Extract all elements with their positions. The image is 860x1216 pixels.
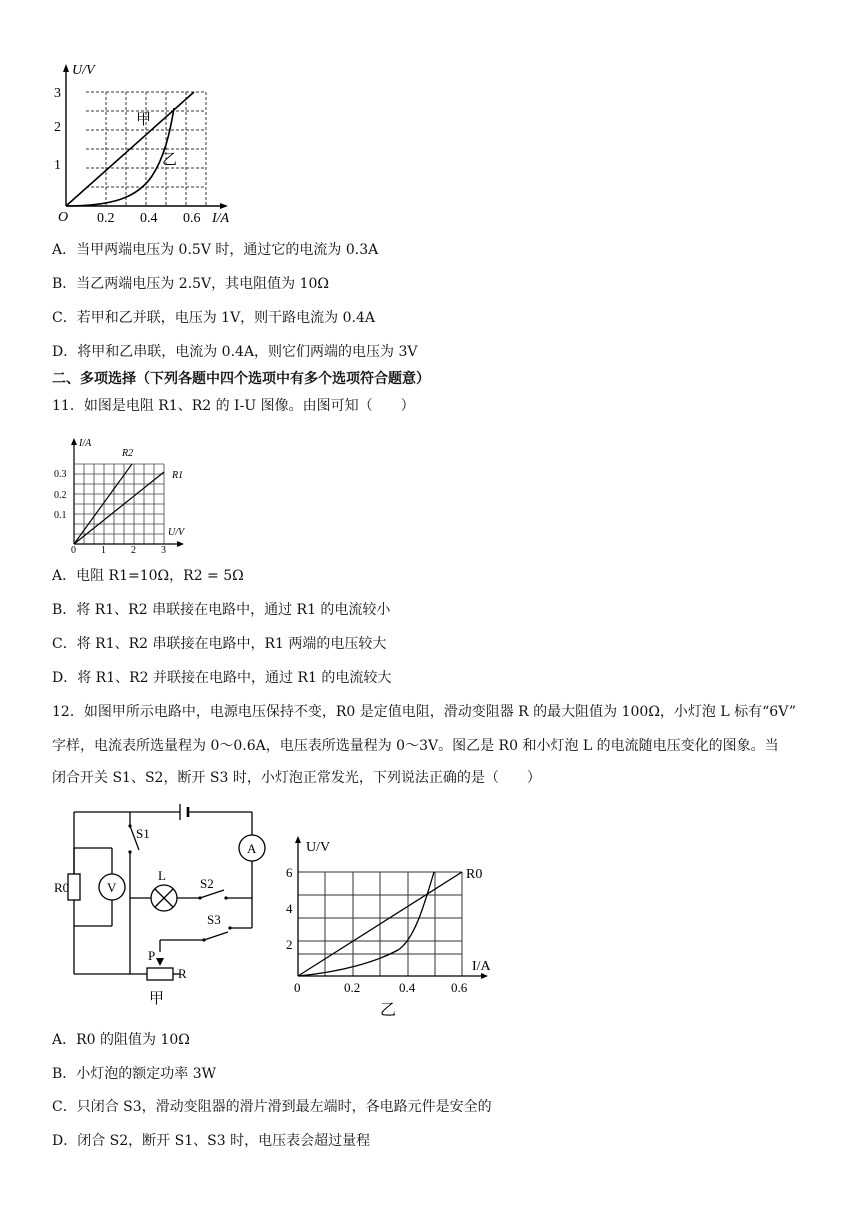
voltmeter-label: V [107,880,117,895]
q12-y-tick-4: 4 [286,901,293,916]
q11-r1-label: R1 [172,470,184,481]
q11-ui-graph [52,432,202,554]
r0-label: R0 [54,880,70,895]
q10-ui-graph [52,58,252,228]
q11-x-tick-2: 2 [131,545,136,554]
r0-resistor [68,874,80,900]
q12-x-tick-0.4: 0.4 [399,980,416,995]
q12-x-tick-0.6: 0.6 [451,980,468,995]
q12-stem-line-2: 字样，电流表所选量程为 0～0.6A，电压表所选量程为 0～3V。图乙是 R0 和小灯泡 L 的电流随电压变化的图象。当 [52,738,779,754]
q10-option-d[interactable]: D．将甲和乙串联，电流为 0.4A，则它们两端的电压为 3V [52,344,418,360]
q12-stem-line-1: 12．如图甲所示电路中，电源电压保持不变，R0 是定值电阻，滑动变阻器 R 的最大阻值为 100Ω，小灯泡 L 标有“6V” [52,704,796,720]
q10-yi-label: 乙 [162,152,178,168]
q12-lamp-curve [298,872,434,976]
q12-r0-graph-label: R0 [466,867,483,882]
slider-p-label: P [148,948,156,963]
rheostat [147,968,173,980]
circuit-caption: 甲 [149,991,165,1007]
q11-x-tick-0: 0 [71,545,76,554]
q11-option-a[interactable]: A．电阻 R1=10Ω，R2 = 5Ω [52,568,244,584]
section-2-title: 二、多项选择（下列各题中四个选项中有多个选项符合题意） [52,371,430,387]
q11-x-tick-3: 3 [161,545,166,554]
q12-graph-caption: 乙 [380,1002,397,1019]
q12-option-a[interactable]: A．R0 的阻值为 10Ω [52,1032,190,1048]
q10-jia-label: 甲 [136,112,152,128]
q11-r2-label: R2 [122,448,134,459]
q11-y-axis-label: I/A [79,438,92,449]
rheostat-label: R [178,966,187,981]
q10-option-a[interactable]: A．当甲两端电压为 0.5V 时，通过它的电流为 0.3A [52,242,379,258]
q12-circuit-diagram [52,800,272,1015]
lamp-label: L [158,868,166,883]
s2-label: S2 [200,876,214,891]
q11-stem: 11．如图是电阻 R1、R2 的 I-U 图像。由图可知（ ） [52,398,415,414]
q12-option-b[interactable]: B．小灯泡的额定功率 3W [52,1066,217,1082]
ammeter-label: A [247,841,257,856]
q11-option-b[interactable]: B．将 R1、R2 串联接在电路中，通过 R1 的电流较小 [52,602,391,618]
q12-y-tick-2: 2 [286,937,293,952]
q11-y-tick-0.2: 0.2 [54,490,67,501]
q12-y-tick-6: 6 [286,865,293,880]
q10-x-tick-0.6: 0.6 [183,211,201,226]
q12-stem-line-3: 闭合开关 S1、S2，断开 S3 时，小灯泡正常发光，下列说法正确的是（ ） [52,770,541,786]
s3-label: S3 [207,912,221,927]
q10-x-axis-label: I/A [212,211,230,226]
q10-x-tick-0.4: 0.4 [140,211,158,226]
q10-origin-label: O [58,210,69,225]
s1-label: S1 [136,826,150,841]
q11-x-axis-label: U/V [168,527,185,538]
q10-option-c[interactable]: C．若甲和乙并联，电压为 1V，则干路电流为 0.4A [52,310,376,326]
q10-y-tick-2: 2 [54,120,61,135]
q10-x-tick-0.2: 0.2 [97,211,115,226]
q10-y-tick-3: 3 [54,86,61,101]
q11-x-tick-1: 1 [101,545,106,554]
q12-option-c[interactable]: C．只闭合 S3，滑动变阻器的滑片滑到最左端时，各电路元件是安全的 [52,1099,492,1115]
q10-jia-line [66,92,194,206]
q11-option-c[interactable]: C．将 R1、R2 串联接在电路中，R1 两端的电压较大 [52,636,387,652]
q11-y-tick-0.3: 0.3 [54,469,67,480]
q10-option-b[interactable]: B．当乙两端电压为 2.5V，其电阻值为 10Ω [52,276,329,292]
q11-y-tick-0.1: 0.1 [54,510,67,521]
q10-y-axis-label: U/V [72,63,95,78]
q12-x-tick-0.2: 0.2 [344,980,361,995]
q12-option-d[interactable]: D．闭合 S2，断开 S1、S3 时，电压表会超过量程 [52,1133,371,1149]
q12-y-axis-label: U/V [306,840,331,855]
q11-option-d[interactable]: D．将 R1、R2 并联接在电路中，通过 R1 的电流较大 [52,670,392,686]
q12-x-axis-label: I/A [472,959,491,974]
q10-y-tick-1: 1 [54,158,61,173]
q12-ui-graph [286,826,506,1021]
q12-x-tick-0: 0 [294,980,301,995]
